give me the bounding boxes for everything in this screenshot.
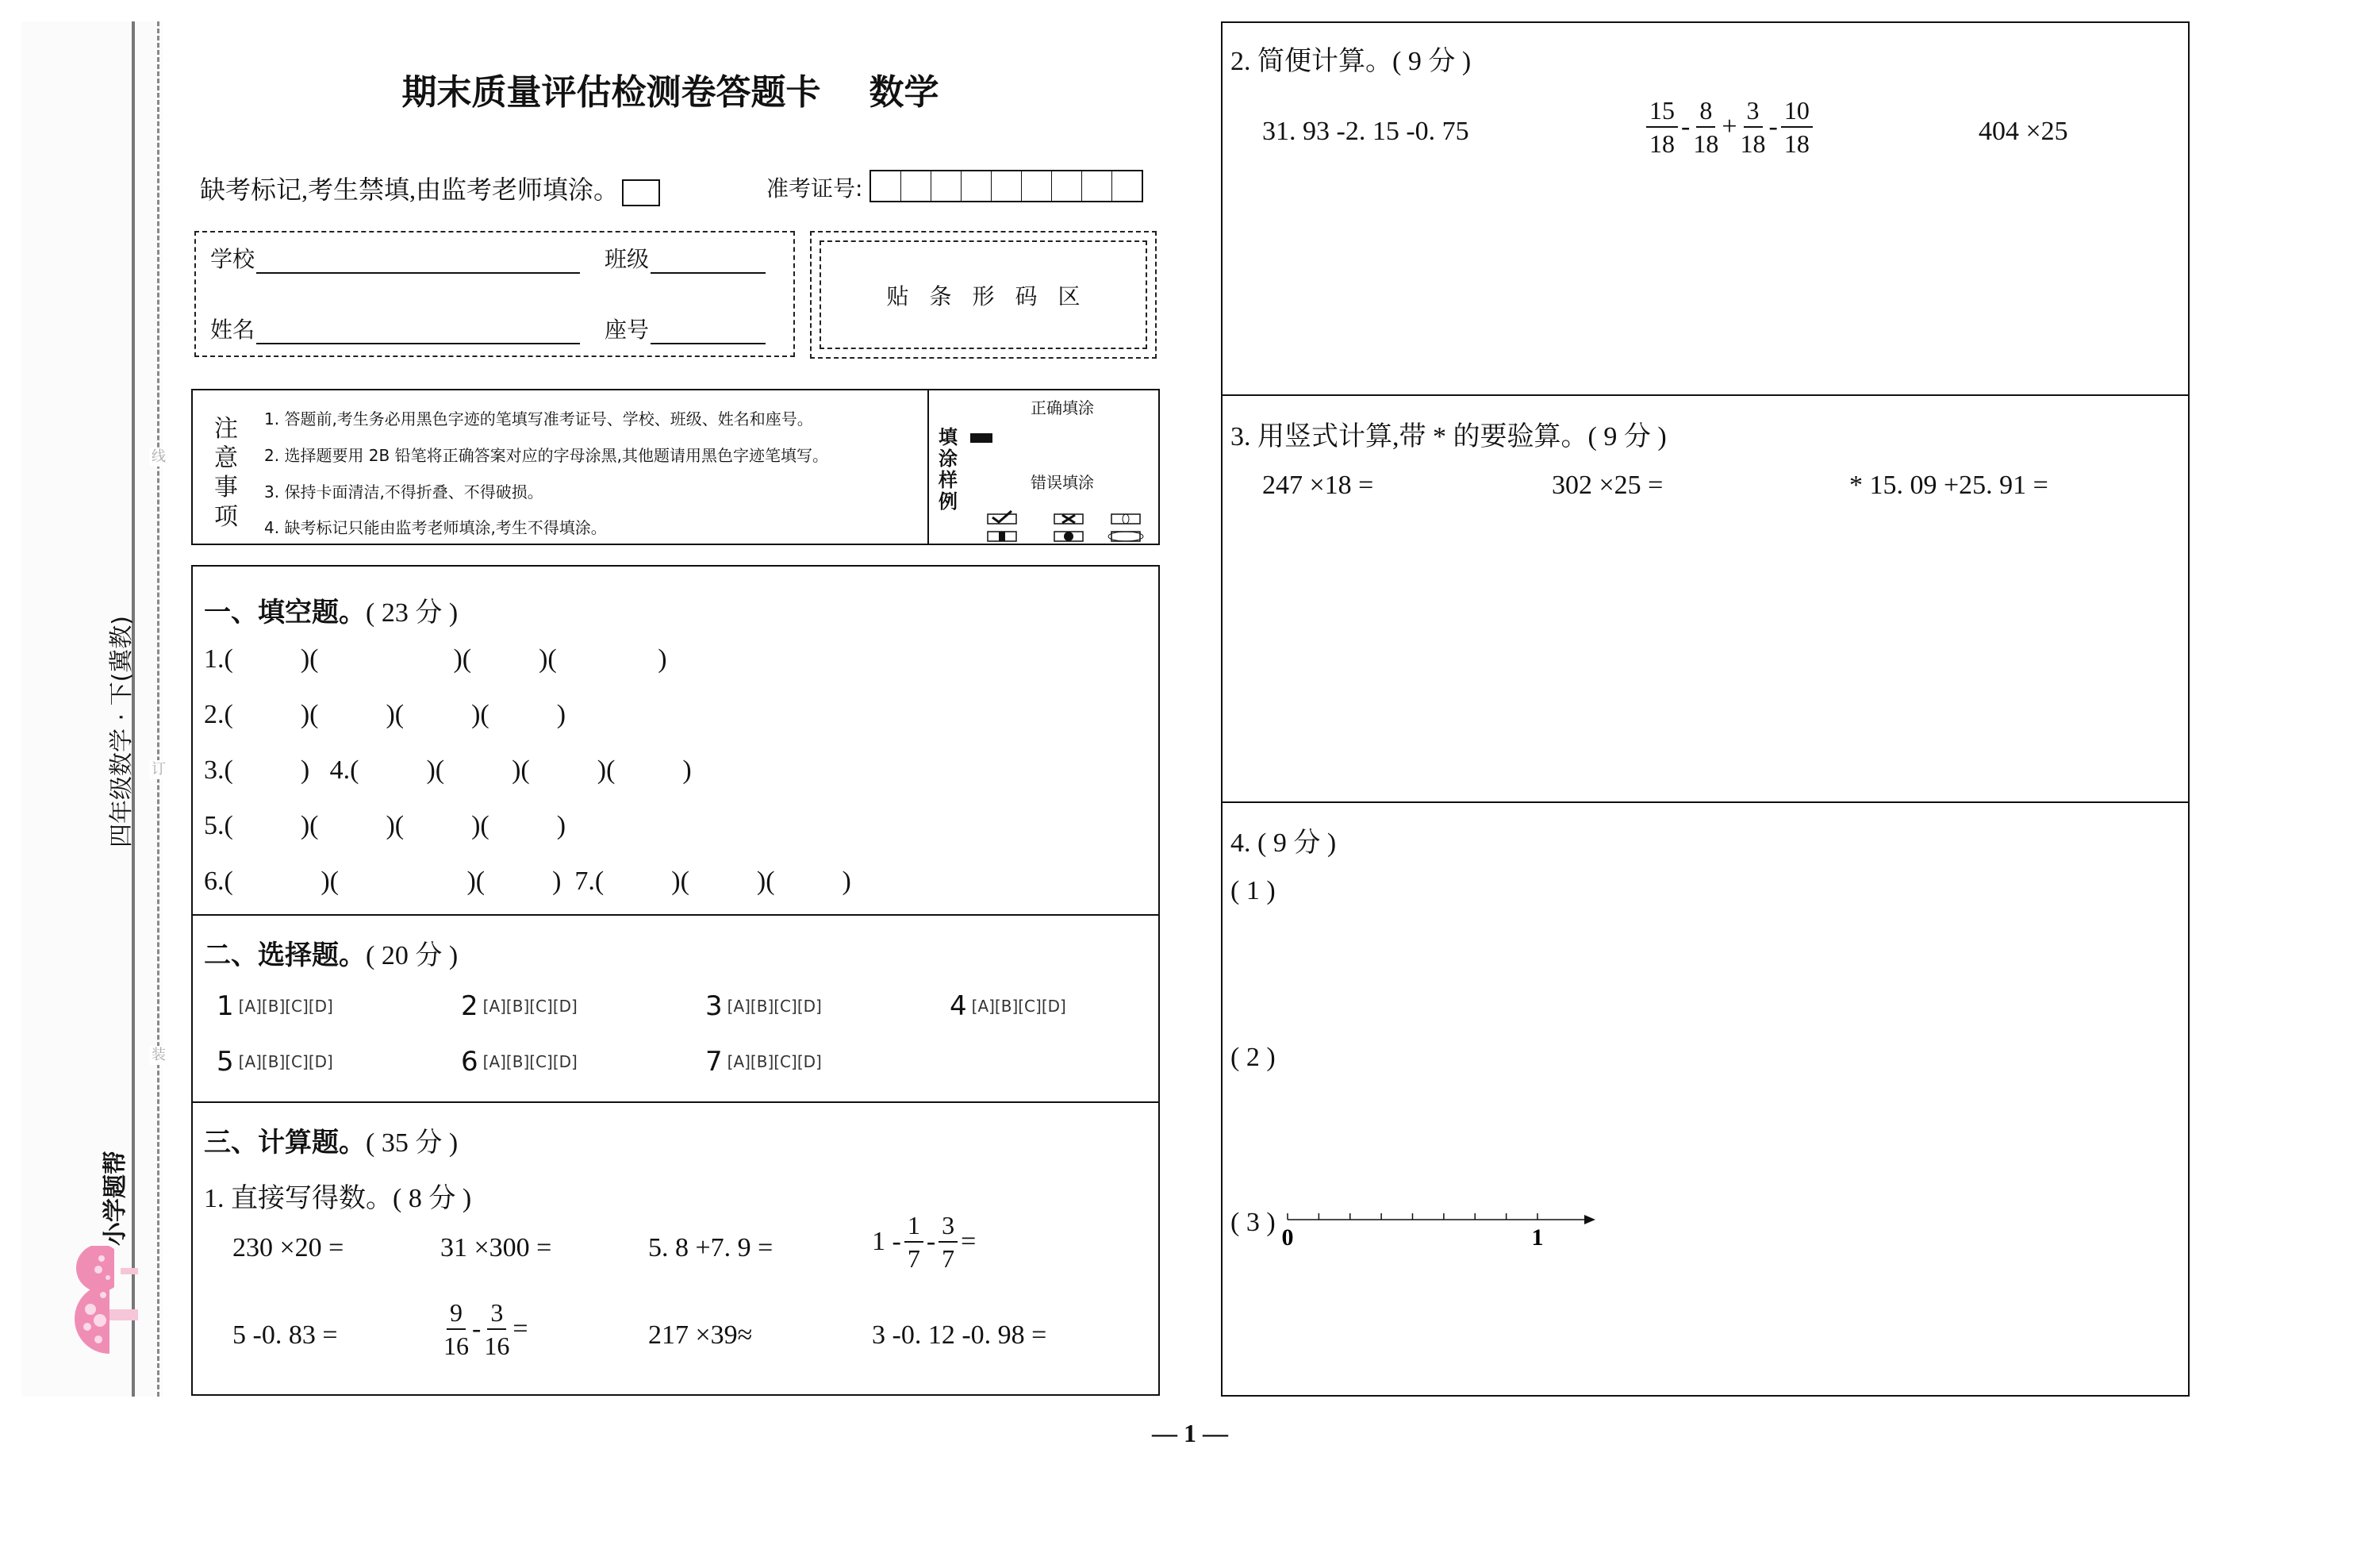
calc-item: 5. 8 +7. 9 = xyxy=(648,1233,774,1262)
section-divider xyxy=(193,1101,1158,1103)
school-label: 学校 xyxy=(210,246,255,272)
choice-number: 1 xyxy=(217,990,234,1022)
numerator: 10 xyxy=(1781,94,1813,128)
choice-number: 4 xyxy=(950,990,967,1022)
book-title: 四年级数学 · 下(冀教) xyxy=(108,615,136,847)
choice-question-4[interactable] xyxy=(950,990,1066,1022)
exam-id-cell[interactable] xyxy=(1082,171,1112,201)
choice-number: 2 xyxy=(461,990,478,1022)
calc-item: 230 ×20 = xyxy=(232,1233,344,1262)
notes-item: 4. 缺考标记只能由监考老师填涂,考生不得填涂。 xyxy=(264,518,607,537)
number-line-start-label: 0 xyxy=(1281,1224,1294,1251)
section2-points: ( 20 分 ) xyxy=(366,941,459,970)
choice-options[interactable]: [A][B][C][D] xyxy=(482,1052,578,1071)
q3-expr: 247 ×18 = xyxy=(1262,471,1374,500)
school-input[interactable] xyxy=(256,248,580,274)
choice-question-3[interactable] xyxy=(705,990,822,1022)
notes-box xyxy=(191,389,1160,545)
q3-title: 3. 用竖式计算,带 * 的要验算。( 9 分 ) xyxy=(1230,422,1667,452)
numerator: 8 xyxy=(1696,94,1715,128)
subject-title: 数学 xyxy=(869,73,939,112)
cut-line xyxy=(157,21,159,1397)
mushroom-logo-icon xyxy=(63,1246,143,1373)
sample-title: 填涂样例 xyxy=(939,426,958,513)
notes-title: 注意事项 xyxy=(214,415,238,531)
correct-fill-label: 正确填涂 xyxy=(1031,400,1094,417)
choice-number: 6 xyxy=(461,1046,478,1078)
direct-calc-title: 1. 直接写得数。( 8 分 ) xyxy=(204,1184,472,1213)
numerator: 1 xyxy=(904,1209,923,1243)
section3-title xyxy=(204,1120,458,1159)
q3-expr: 302 ×25 = xyxy=(1552,471,1664,500)
exam-id-cell[interactable] xyxy=(992,171,1022,201)
choice-question-1[interactable] xyxy=(217,990,333,1022)
section3-points: ( 35 分 ) xyxy=(366,1128,459,1158)
exam-id-cell[interactable] xyxy=(901,171,931,201)
denominator: 7 xyxy=(942,1244,955,1273)
choice-question-7[interactable] xyxy=(705,1046,822,1078)
choice-options[interactable]: [A][B][C][D] xyxy=(238,1052,333,1071)
numerator: 3 xyxy=(939,1209,958,1243)
q2-title: 2. 简便计算。( 9 分 ) xyxy=(1230,47,1472,76)
arrow-icon xyxy=(1584,1215,1595,1224)
wrong-fill-label: 错误填涂 xyxy=(1031,475,1094,492)
exam-id-boxes[interactable] xyxy=(869,170,1143,202)
notes-item: 1. 答题前,考生务必用黑色字迹的笔填写准考证号、学校、班级、姓名和座号。 xyxy=(264,409,813,428)
number-line xyxy=(1278,1197,1595,1261)
denominator: 7 xyxy=(907,1244,920,1273)
exam-id-cell[interactable] xyxy=(962,171,992,201)
fill-blank-row[interactable]: 3.( ) 4.( )( )( )( ) xyxy=(204,755,692,785)
answer-sections-box xyxy=(191,565,1160,1396)
name-field[interactable] xyxy=(210,313,580,344)
brand-name: 小学题帮 xyxy=(102,1151,129,1246)
calc-item xyxy=(872,1209,976,1274)
operator: + xyxy=(1722,112,1737,141)
expr-part: = xyxy=(512,1314,528,1343)
fraction xyxy=(1781,94,1813,159)
q3-expr: * 15. 09 +25. 91 = xyxy=(1849,471,2048,500)
calc-item: 5 -0. 83 = xyxy=(232,1320,338,1350)
choice-number: 7 xyxy=(705,1046,723,1078)
exam-id-cell[interactable] xyxy=(1022,171,1052,201)
q4-title: 4. ( 9 分 ) xyxy=(1230,828,1337,858)
exam-id-cell[interactable] xyxy=(1112,171,1142,201)
fraction xyxy=(939,1209,958,1274)
denominator: 16 xyxy=(443,1332,469,1360)
q2-expr-a: 31. 93 -2. 15 -0. 75 xyxy=(1262,117,1469,146)
notes-item: 2. 选择题要用 2B 铅笔将正确答案对应的字母涂黑,其他题请用黑色字迹笔填写。 xyxy=(264,446,828,465)
section2-title xyxy=(204,933,458,972)
seat-field[interactable] xyxy=(605,313,766,344)
cut-mark-ding: 订 xyxy=(149,760,168,779)
fill-blank-row[interactable]: 2.( )( )( )( ) xyxy=(204,700,566,729)
choice-number: 5 xyxy=(217,1046,234,1078)
section2-title-text: 二、选择题。 xyxy=(204,940,366,971)
cut-mark-xian: 线 xyxy=(149,448,168,467)
binding-strip xyxy=(21,21,163,1397)
expr-part: 1 - xyxy=(872,1227,901,1256)
numerator: 3 xyxy=(1744,94,1763,128)
absent-mark-row xyxy=(200,170,660,206)
page-number: — 1 — xyxy=(1152,1419,1228,1447)
operator: - xyxy=(1681,112,1691,141)
numerator: 3 xyxy=(487,1297,506,1330)
operator: - xyxy=(1768,112,1778,141)
calc-item xyxy=(440,1297,528,1362)
school-field[interactable] xyxy=(210,242,580,274)
class-field[interactable] xyxy=(605,242,766,274)
fraction xyxy=(443,1297,469,1362)
q4-part-3: ( 3 ) xyxy=(1230,1208,1276,1237)
q2-expr-c: 404 ×25 xyxy=(1979,117,2068,146)
choice-options[interactable]: [A][B][C][D] xyxy=(482,997,578,1016)
exam-id-cell[interactable] xyxy=(1052,171,1082,201)
exam-id-label: 准考证号: xyxy=(766,175,863,202)
exam-id-cell[interactable] xyxy=(931,171,962,201)
exam-id-cell[interactable] xyxy=(871,171,901,201)
seat-input[interactable] xyxy=(651,319,766,344)
denominator: 18 xyxy=(1740,129,1766,158)
fraction xyxy=(904,1209,923,1274)
fill-blank-row[interactable]: 5.( )( )( )( ) xyxy=(204,811,566,840)
fill-blank-row[interactable]: 6.( )( )( ) 7.( )( )( ) xyxy=(204,867,851,896)
exam-title: 期末质量评估检测卷答题卡 xyxy=(401,73,821,112)
absent-note: 缺考标记,考生禁填,由监考老师填涂。 xyxy=(200,175,620,204)
expr-part: - xyxy=(926,1227,936,1256)
fraction xyxy=(484,1297,509,1362)
correct-fill-mark xyxy=(970,433,992,443)
class-input[interactable] xyxy=(651,248,766,274)
denominator: 18 xyxy=(1693,129,1719,158)
name-label: 姓名 xyxy=(210,317,255,343)
expr-part: = xyxy=(961,1227,977,1256)
q4-part-1: ( 1 ) xyxy=(1230,876,1276,905)
section1-title-text: 一、填空题。 xyxy=(204,597,366,628)
notes-item: 3. 保持卡面清洁,不得折叠、不得破损。 xyxy=(264,482,543,501)
choice-question-2[interactable] xyxy=(461,990,578,1022)
section-divider xyxy=(193,914,1158,916)
fill-sample-panel xyxy=(927,390,1161,544)
wrong-fill-examples-icon xyxy=(985,509,1151,544)
fraction xyxy=(1646,94,1678,159)
q4-part-2: ( 2 ) xyxy=(1230,1043,1276,1072)
choice-options[interactable]: [A][B][C][D] xyxy=(971,997,1066,1016)
calc-item: 217 ×39≈ xyxy=(648,1320,753,1350)
cut-mark-zhuang: 装 xyxy=(149,1046,168,1065)
barcode-label: 贴条形码区 xyxy=(820,240,1147,349)
calc-item: 31 ×300 = xyxy=(440,1233,552,1262)
page-title xyxy=(0,63,1158,114)
number-line-end-label: 1 xyxy=(1531,1224,1544,1251)
fill-blank-row[interactable]: 1.( )( )( )( ) xyxy=(204,644,667,674)
fraction xyxy=(1741,94,1766,159)
expr-part: - xyxy=(472,1314,482,1343)
name-input[interactable] xyxy=(256,319,580,344)
section-divider xyxy=(1223,801,2188,803)
fraction xyxy=(1693,94,1718,159)
choice-question-5[interactable] xyxy=(217,1046,333,1078)
denominator: 18 xyxy=(1649,129,1675,158)
class-label: 班级 xyxy=(605,246,650,272)
choice-options[interactable]: [A][B][C][D] xyxy=(238,997,333,1016)
section1-points: ( 23 分 ) xyxy=(366,598,459,628)
section1-title xyxy=(204,590,458,629)
numerator: 15 xyxy=(1646,94,1678,128)
seat-label: 座号 xyxy=(605,317,650,343)
choice-options[interactable]: [A][B][C][D] xyxy=(727,1052,822,1071)
section3-title-text: 三、计算题。 xyxy=(204,1127,366,1159)
right-answer-box xyxy=(1221,21,2190,1397)
denominator: 16 xyxy=(484,1332,510,1360)
calc-item: 3 -0. 12 -0. 98 = xyxy=(872,1320,1047,1350)
choice-number: 3 xyxy=(705,990,723,1022)
numerator: 9 xyxy=(447,1297,466,1330)
choice-options[interactable]: [A][B][C][D] xyxy=(727,997,822,1016)
section-divider xyxy=(1223,394,2188,396)
choice-question-6[interactable] xyxy=(461,1046,578,1078)
barcode-area xyxy=(810,231,1157,359)
denominator: 18 xyxy=(1783,129,1810,158)
q2-expr-b xyxy=(1643,94,1816,159)
absent-checkbox[interactable] xyxy=(622,179,660,206)
student-info-box xyxy=(194,231,795,357)
